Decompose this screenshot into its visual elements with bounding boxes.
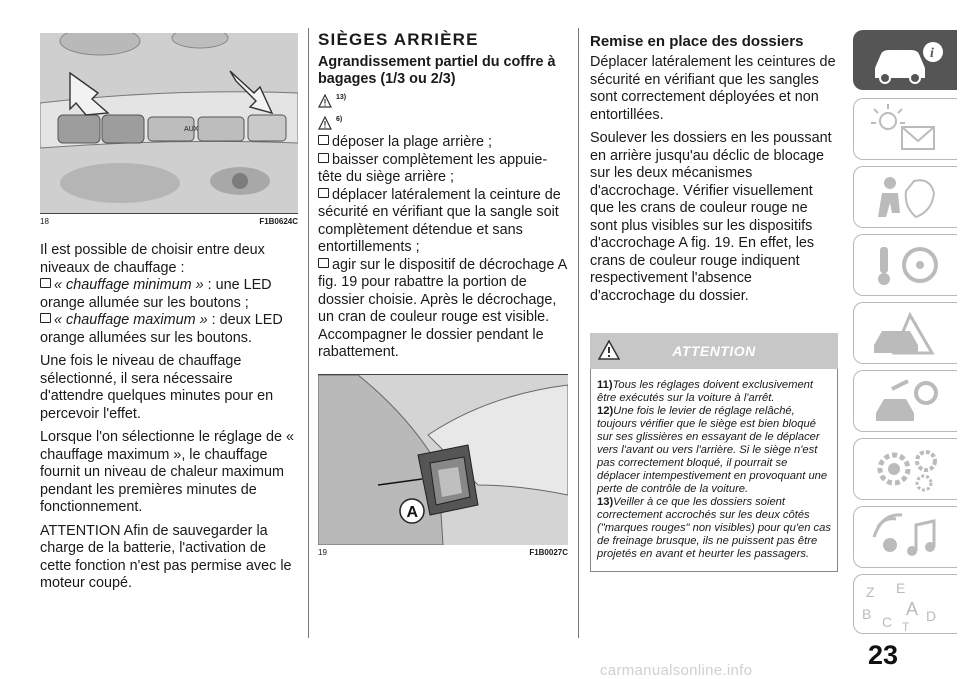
svg-text:C: C: [882, 614, 893, 630]
step-list-item: [318, 134, 568, 152]
figure-18-number: 18: [40, 217, 49, 226]
multimedia-icon: [854, 507, 957, 567]
option-maximum-text: : deux LED orange allumées sur les boutons.: [40, 312, 283, 346]
maintenance-icon: [854, 371, 957, 431]
note-13: [597, 496, 833, 561]
tab-emergency[interactable]: [853, 302, 957, 364]
checkbox-icon: [318, 153, 329, 163]
column-3: [590, 0, 838, 572]
svg-text:i: i: [930, 46, 934, 61]
svg-text:B: B: [862, 606, 872, 622]
step-list-item: [318, 257, 568, 362]
heating-intro: Il est possible de choisir entre deux niveaux de chauffage :: [40, 242, 265, 276]
tab-multimedia[interactable]: [853, 506, 957, 568]
seat-release-illustration: [318, 375, 568, 545]
heated-seat-buttons-illustration: [40, 33, 298, 213]
step-list-item: [318, 152, 568, 187]
figure-19-caption: [318, 545, 568, 557]
figure-18-photo: [40, 33, 298, 213]
caution-triangle-icon: [318, 116, 332, 130]
attention-title: ATTENTION: [672, 343, 756, 359]
step-text: baisser complètement les appuie-tête du siège arrière ;: [318, 151, 548, 185]
svg-text:D: D: [926, 608, 937, 624]
index-icon: [854, 575, 957, 633]
tab-driving[interactable]: [853, 234, 957, 296]
note-text: Une fois le levier de réglage relâché, toujours vérifier que le siège est bien bloqué sur ses glissières en essayant de le déplacer vers l'avant ou vers l'arrière. Si le siège n'est pas correctement bloqué, il pourrait se déplacer intempestivement en provoquant une perte de contrôle de la voiture.: [597, 405, 828, 495]
note-text: Veiller à ce que les dossiers soient correctement accrochés sur les deux côtés ("marques rouges" non visibles) pour qu'en cas de freinage brusque, ils ne puissent pas être projetés en avant et heurter les passagers.: [597, 496, 831, 560]
paragraph-wait: Une fois le niveau de chauffage sélectionné, il sera nécessaire d'attendre quelques minutes pour en percevoir l'effet.: [40, 353, 274, 422]
tab-safety[interactable]: [853, 166, 957, 228]
step-list-item: [318, 187, 568, 257]
step-text: déplacer latéralement la ceinture de sécurité en vérifiant que la sangle soit complètement détendue et sans entortillements ;: [318, 186, 561, 255]
column-divider: [578, 28, 579, 638]
checkbox-icon: [40, 278, 51, 288]
paragraph-maximum: Lorsque l'on sélectionne le réglage de « chauffage maximum », le chauffage fournit un niveau de chaleur maximum pendant les premières minutes de fonctionnement.: [40, 429, 294, 515]
note-12: [597, 405, 833, 496]
warning-reference-13: [318, 94, 568, 112]
column-1: [40, 0, 298, 593]
paragraph-backrest: Soulever les dossiers en les poussant en arrière jusqu'au déclic de blocage sur les deux mécanismes d'accrochage. Vérifier visuellement que les crans de couleur rouge ne sont plus visibles sur les dispositifs d'accrochage A fig. 19. En effet, les crans de couleur rouge indiquent respectivement l'absence d'accrochage du dossier.: [590, 130, 832, 304]
attention-banner: [590, 333, 838, 369]
step-text: agir sur le dispositif de décrochage A fig. 19 pour rabattre la portion de dossier choisie. Après le décrochage, un cran de couleur rouge est visible. Accompagner le dossier pendant le rabattement.: [318, 256, 567, 360]
checkbox-icon: [318, 135, 329, 145]
note-number: 13): [597, 496, 614, 508]
driving-icon: [854, 235, 957, 295]
figure-19-code: F1B0027C: [529, 547, 568, 557]
svg-text:T: T: [902, 620, 910, 633]
page-number: 23: [868, 640, 899, 670]
tab-car-info[interactable]: [853, 30, 957, 90]
watermark: carmanualsonline.info: [600, 662, 753, 679]
reference-13-label: 13): [336, 94, 347, 101]
note-text: Tous les réglages doivent exclusivement être exécutés sur la voiture à l'arrêt.: [597, 379, 814, 404]
tab-maintenance[interactable]: [853, 370, 957, 432]
note-number: 11): [597, 379, 613, 391]
tab-settings[interactable]: [853, 438, 957, 500]
gear-icon: [854, 439, 957, 499]
warning-triangle-icon: [598, 340, 620, 360]
reference-6-label: 6): [336, 116, 343, 123]
heating-option-minimum: [40, 277, 298, 312]
checkbox-icon: [40, 313, 51, 323]
warning-reference-6: [318, 116, 568, 134]
car-info-icon: [853, 30, 957, 90]
note-number: 12): [597, 405, 614, 417]
section-title: SIÈGES ARRIÈRE: [318, 30, 479, 49]
tab-index[interactable]: [853, 574, 957, 634]
svg-text:E: E: [896, 580, 906, 596]
paragraph-attention-battery: ATTENTION Afin de sauvegarder la charge de la batterie, l'activation de cette fonction n'est pas permise avec le moteur coupé.: [40, 522, 292, 591]
note-11: [597, 379, 833, 405]
option-minimum-text: : une LED orange allumée sur les boutons ;: [40, 277, 272, 311]
warning-lights-icon: [854, 99, 957, 159]
column-divider: [308, 28, 309, 638]
warning-triangle-icon: [318, 94, 332, 108]
tab-warning-lights[interactable]: [853, 98, 957, 160]
svg-text:A: A: [906, 599, 919, 619]
aux-label: AUX: [184, 126, 199, 133]
option-maximum-name: « chauffage maximum »: [54, 312, 208, 328]
step-text: déposer la plage arrière ;: [332, 134, 492, 150]
section-subtitle: Agrandissement partiel du coffre à bagages (1/3 ou 2/3): [318, 54, 556, 87]
paragraph-belts: Déplacer latéralement les ceintures de sécurité en vérifiant que les sangles sont correctement déployées et non entortillées.: [590, 54, 836, 123]
checkbox-icon: [318, 258, 329, 268]
attention-notes: [590, 369, 838, 572]
section-heading: Remise en place des dossiers: [590, 33, 804, 50]
callout-a-label: A: [406, 503, 419, 521]
svg-text:Z: Z: [866, 584, 875, 600]
heating-option-maximum: [40, 312, 298, 347]
figure-18-code: F1B0624C: [259, 217, 298, 226]
figure-19-photo: [318, 375, 568, 545]
figure-18-caption: [40, 213, 298, 226]
emergency-icon: [854, 303, 957, 363]
option-minimum-name: « chauffage minimum »: [54, 277, 204, 293]
column-2: [318, 0, 568, 557]
checkbox-icon: [318, 188, 329, 198]
figure-19-number: 19: [318, 547, 327, 557]
safety-icon: [854, 167, 957, 227]
